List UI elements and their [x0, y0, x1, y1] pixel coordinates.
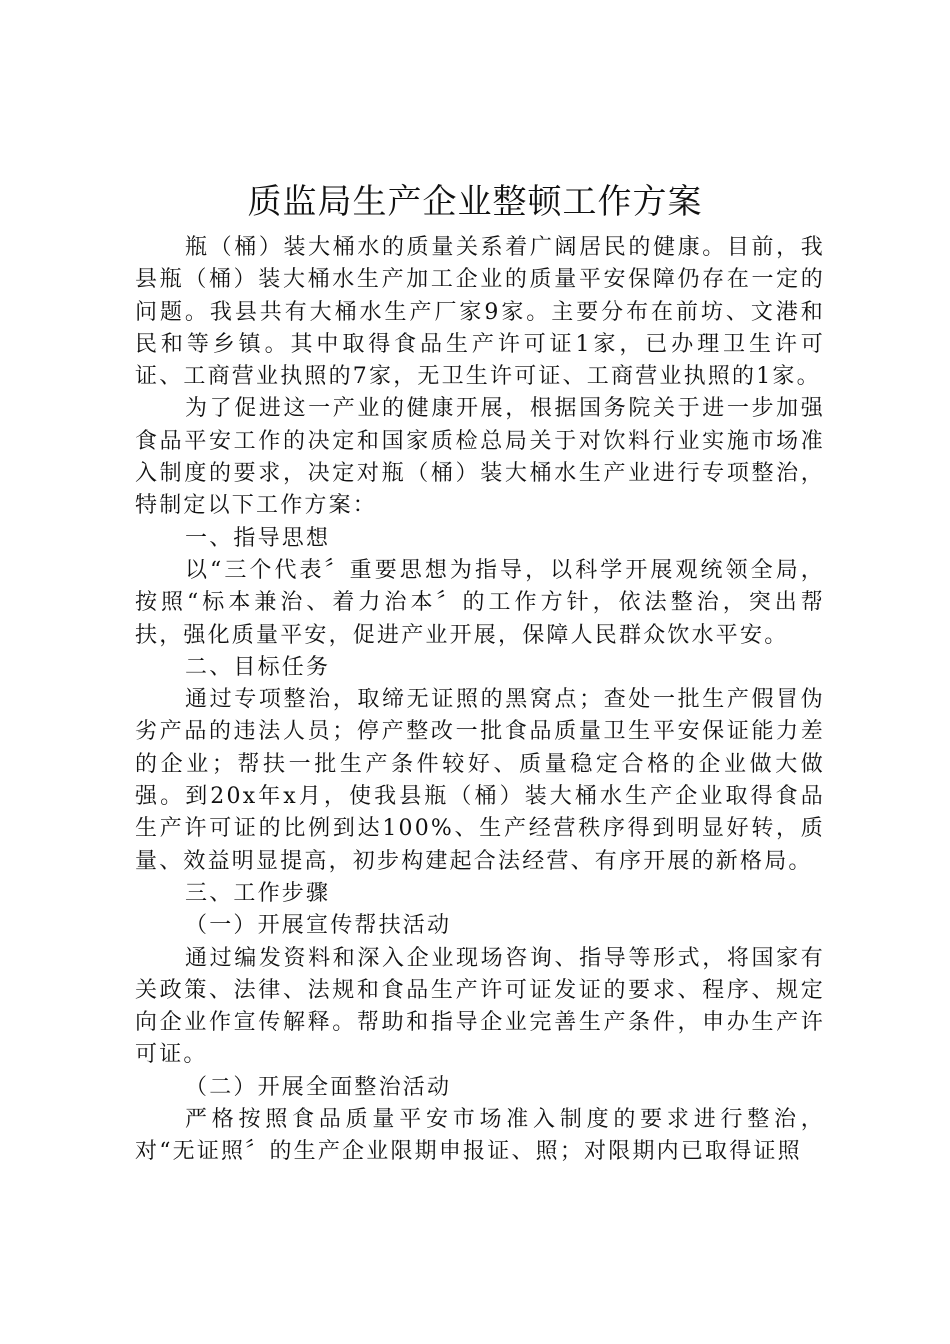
paragraph-goals: 通过专项整治，取缔无证照的黑窝点；查处一批生产假冒伪劣产品的违法人员；停产整改一批食品质量卫生平安保证能力差的企业；帮扶一批生产条件较好、质量稳定合格的企业做大做强。到20x年x月，使我县瓶（桶）装大桶水生产企业取得食品生产许可证的比例到达100%、生产经营秩序得到明显好转，质量、效益明显提高，初步构建起合法经营、有序开展的新格局。 — [135, 687, 825, 874]
subsection-heading-rectification: （二）开展全面整治活动 — [185, 1074, 452, 1100]
paragraph-rectification: 严格按照食品质量平安市场准入制度的要求进行整治，对“无证照〞的生产企业限期申报证、照；对限期内已取得证照 — [135, 1107, 825, 1165]
document-title: 质监局生产企业整顿工作方案 — [247, 182, 703, 222]
paragraph-publicity: 通过编发资料和深入企业现场咨询、指导等形式，将国家有关政策、法律、法规和食品生产许可证发证的要求、程序、规定向企业作宣传解释。帮助和指导企业完善生产条件，申办生产许可证。 — [135, 945, 825, 1068]
section-heading-goals: 二、目标任务 — [185, 654, 331, 680]
paragraph-purpose: 为了促进这一产业的健康开展，根据国务院关于进一步加强食品平安工作的决定和国家质检总局关于对饮料行业实施市场准入制度的要求，决定对瓶（桶）装大桶水生产业进行专项整治，特制定以下工作方案： — [135, 396, 825, 519]
document-body — [135, 232, 825, 1169]
subsection-heading-publicity: （一）开展宣传帮扶活动 — [185, 913, 452, 939]
paragraph-intro: 瓶（桶）装大桶水的质量关系着广阔居民的健康。目前，我县瓶（桶）装大桶水生产加工企业的质量平安保障仍存在一定的问题。我县共有大桶水生产厂家9家。主要分布在前坊、文港和民和等乡镇。其中取得食品生产许可证1家，已办理卫生许可证、工商营业执照的7家，无卫生许可证、工商营业执照的1家。 — [135, 235, 825, 390]
section-heading-guiding-ideology: 一、指导思想 — [185, 525, 331, 551]
section-heading-work-steps: 三、工作步骤 — [185, 880, 331, 906]
paragraph-guiding-ideology: 以“三个代表〞重要思想为指导，以科学开展观统领全局，按照“标本兼治、着力治本〞的工作方针，依法整治，突出帮扶，强化质量平安，促进产业开展，保障人民群众饮水平安。 — [135, 557, 825, 648]
